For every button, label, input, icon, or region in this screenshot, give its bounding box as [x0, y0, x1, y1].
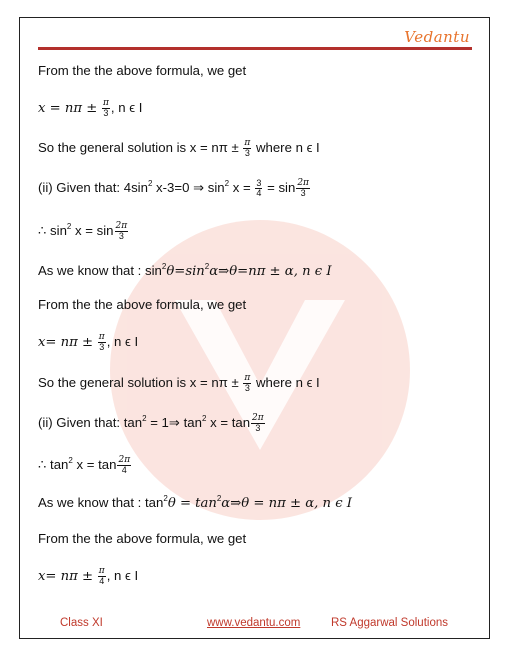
fraction: $\frac{2\pi}{4}$: [118, 455, 131, 476]
footer-website-link[interactable]: www.vedantu.com: [207, 617, 301, 629]
text-line: (ii) Given that: $\tan^2$ = 1⇒ $\tan^2 x = \tan$ $\frac{2\pi}{3}$: [38, 413, 264, 434]
text-line: So the general solution is x = nπ ± $\frac{\pi}{3}$ where n ϵ I: [38, 373, 320, 394]
fraction: $\frac{\pi}{3}$: [98, 332, 105, 353]
equation-text: x = nπ ±: [38, 101, 98, 116]
equation-line: x = nπ ± $\frac{\pi}{3}$ , n ϵ I: [38, 98, 143, 119]
fraction: $\frac{\pi}{3}$: [244, 373, 251, 394]
footer-book-title: RS Aggarwal Solutions: [331, 617, 448, 629]
text-line: (ii) Given that: $4\sin^2$ x-3=0 ⇒ $\sin^2 x$ = $\frac{3}{4}$ = sin $\frac{2\pi}{3}$: [38, 178, 309, 199]
text-line: So the general solution is x = nπ ± $\frac{\pi}{3}$ where n ϵ I: [38, 138, 320, 159]
text-line: ∴ $\tan^2 x = \tan$ $\frac{2\pi}{4}$: [38, 455, 131, 476]
footer-class-label: Class XI: [60, 617, 103, 629]
text-line: From the the above formula, we get: [38, 531, 247, 546]
fraction: $\frac{2\pi}{3}$: [297, 178, 309, 199]
fraction: $\frac{\pi}{4}$: [98, 566, 105, 587]
header-rule: [38, 47, 472, 50]
fraction: $\frac{\pi}{3}$: [102, 98, 109, 119]
text-line: As we know that : $\tan^2\theta$ = $\tan^2\alpha\Rightarrow\theta = n\pi \pm \alpha$, n ϵ I: [38, 494, 352, 511]
fraction: $\frac{2\pi}{3}$: [115, 221, 128, 242]
equation-line: x= nπ ± $\frac{\pi}{4}$ , n ϵ I: [38, 566, 139, 587]
fraction: $\frac{\pi}{3}$: [244, 138, 251, 159]
equation-line: x= nπ ± $\frac{\pi}{3}$ , n ϵ I: [38, 332, 139, 353]
text-line: From the the above formula, we get: [38, 63, 247, 78]
vedantu-logo: Vedantu: [404, 28, 470, 46]
text-line: From the the above formula, we get: [38, 297, 247, 312]
text-line: ∴ $\sin^2 x = \sin$ $\frac{2\pi}{3}$: [38, 221, 128, 242]
fraction: $\frac{3}{4}$: [256, 178, 262, 199]
text-line: As we know that : $\sin^2\theta=\sin^2\alpha\Rightarrow\theta=n\pi \pm \alpha$, n ϵ I: [38, 262, 332, 279]
fraction: $\frac{2\pi}{3}$: [252, 413, 264, 434]
